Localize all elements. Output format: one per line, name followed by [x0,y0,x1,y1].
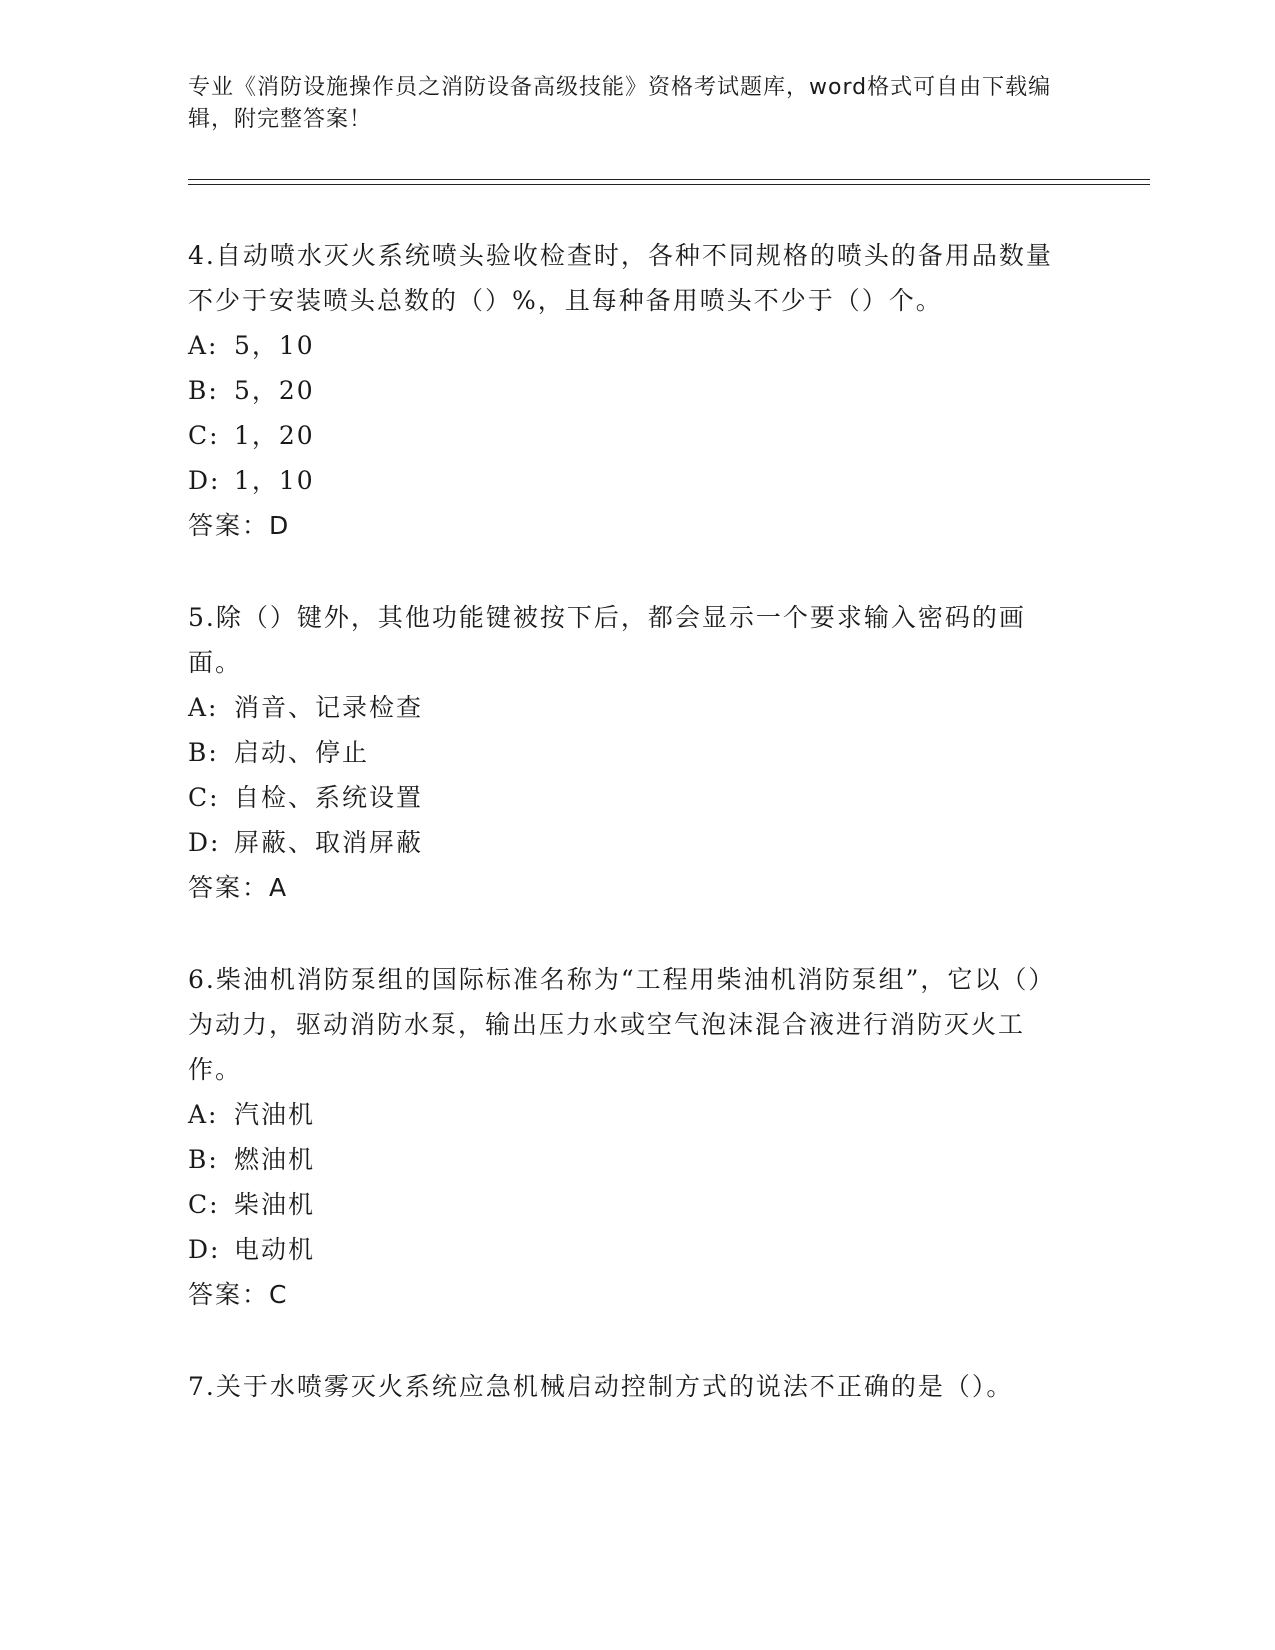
option-text: 燃油机 [234,1145,316,1174]
option-d [188,1227,1068,1272]
option-letter: C: [188,1190,220,1219]
option-letter: B: [188,738,219,767]
option-text: 屏蔽、取消屏蔽 [234,828,424,857]
question-item [188,233,1068,548]
option-letter: A: [188,693,219,722]
option-a [188,1092,1068,1137]
option-letter: C: [188,421,220,450]
option-a [188,685,1068,730]
option-text: 电动机 [234,1235,316,1264]
option-c [188,775,1068,820]
option-letter: D: [188,1235,221,1264]
document-intro: 专业《消防设施操作员之消防设备高级技能》资格考试题库，word格式可自由下载编辑，附完整答案！ [188,75,1052,132]
answer-line: 答案：D [188,511,291,540]
question-text: 7.关于水喷雾灭火系统应急机械启动控制方式的说法不正确的是（）。 [188,1372,1014,1401]
option-text: 5，10 [234,331,315,360]
question-text: 5.除（）键外，其他功能键被按下后，都会显示一个要求输入密码的画面。 [188,603,1026,677]
option-b [188,1137,1068,1182]
option-text: 1，10 [234,466,315,495]
option-letter: B: [188,376,219,405]
option-letter: D: [188,466,221,495]
option-d [188,458,1068,503]
option-b [188,368,1068,413]
answer-line: 答案：C [188,1280,289,1309]
option-letter: C: [188,783,220,812]
option-a [188,323,1068,368]
option-text: 启动、停止 [234,738,370,767]
question-text: 6.柴油机消防泵组的国际标准名称为“工程用柴油机消防泵组”，它以（）为动力，驱动消防水泵，输出压力水或空气泡沫混合液进行消防灭火工作。 [188,965,1056,1084]
option-letter: D: [188,828,221,857]
answer-line: 答案：A [188,873,289,902]
option-c [188,413,1068,458]
option-letter: A: [188,331,219,360]
question-item [188,1364,1068,1409]
option-text: 1，20 [234,421,315,450]
option-letter: B: [188,1145,219,1174]
option-letter: A: [188,1100,219,1129]
question-item [188,595,1068,910]
question-text: 4.自动喷水灭火系统喷头验收检查时，各种不同规格的喷头的备用品数量不少于安装喷头总数的（）%，且每种备用喷头不少于（）个。 [188,241,1053,315]
header-divider-bottom [188,184,1150,185]
option-b [188,730,1068,775]
option-text: 5，20 [234,376,315,405]
option-c [188,1182,1068,1227]
option-text: 汽油机 [234,1100,316,1129]
header-divider-top [188,179,1150,180]
option-text: 自检、系统设置 [234,783,424,812]
option-d [188,820,1068,865]
option-text: 柴油机 [234,1190,316,1219]
question-list [188,233,1068,1409]
question-item [188,957,1068,1317]
option-text: 消音、记录检查 [234,693,424,722]
